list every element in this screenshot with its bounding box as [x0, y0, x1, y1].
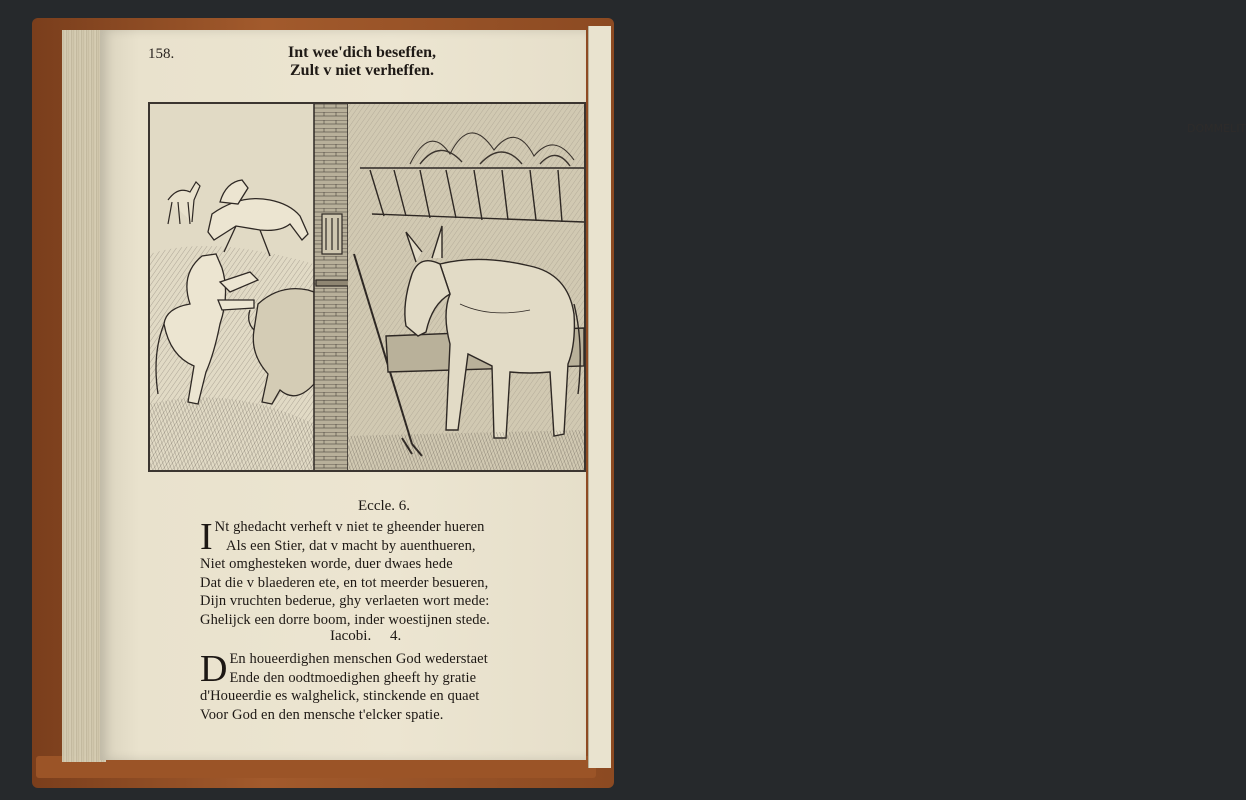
engraving-illustration — [150, 104, 584, 470]
verse-line: Nt ghedacht verheft v niet te gheender hueren — [214, 519, 485, 535]
iacobi-drop-cap: D — [200, 648, 228, 690]
facing-page-ghost-text: DOMMELIT — [1187, 122, 1246, 135]
verse-line: Als een Stier, dat v macht by auenthueren, — [226, 537, 476, 554]
iacobi-verse — [200, 650, 570, 724]
verse-line: Niet omghesteken worde, duer dwaes hede — [200, 556, 453, 572]
verse-line: Ghelijck een dorre boom, inder woestijnen stede. — [200, 611, 490, 628]
motto-line: Zult v niet verheffen. — [290, 62, 434, 79]
iacobi-reference: Iacobi. 4. — [330, 628, 402, 644]
facing-page-edge — [588, 26, 1246, 768]
verse-line: Voor God en den mensche t'elcker spatie. — [200, 706, 444, 723]
motto-line: Int wee'dich beseffen, — [288, 44, 436, 61]
page-number: 158. — [148, 46, 175, 62]
verse-line: d'Houeerdie es walghelick, stinckende en quaet — [200, 688, 480, 704]
verse-line: Dat die v blaederen ete, en tot meerder besueren, — [200, 574, 489, 591]
verse-line: Ende den oodtmoedighen gheeft hy gratie — [229, 669, 477, 686]
emblem-engraving — [148, 102, 586, 472]
eccle-reference: Eccle. 6. — [358, 498, 411, 514]
page-motto — [262, 44, 462, 80]
stable-wall — [314, 104, 348, 470]
verse-line: Dijn vruchten bederue, ghy verlaeten wort mede: — [200, 593, 490, 609]
eccle-drop-cap: I — [200, 516, 213, 558]
eccle-verse — [200, 518, 570, 629]
verse-line: En houeerdighen menschen God wederstaet — [229, 651, 488, 667]
